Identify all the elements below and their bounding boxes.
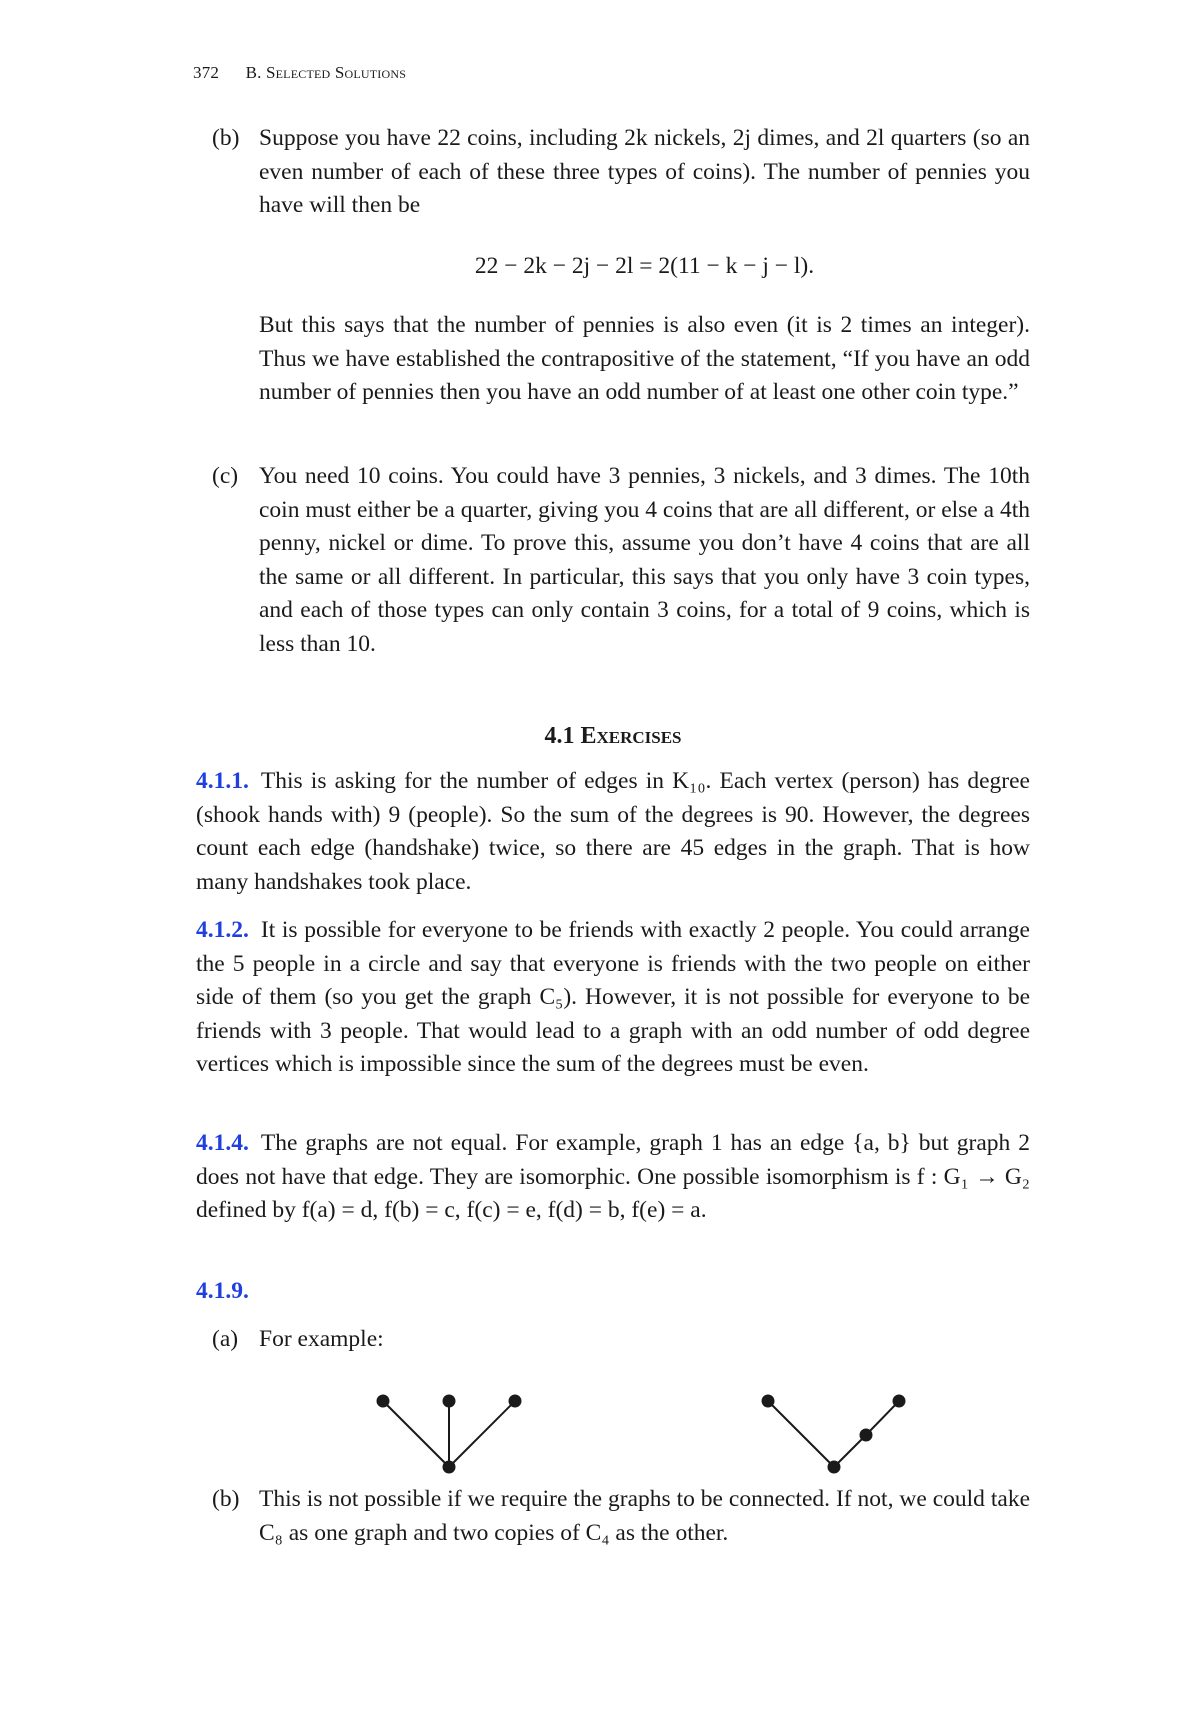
- graph-star: [378, 1396, 521, 1473]
- exercise-number[interactable]: 4.1.1.: [196, 768, 249, 794]
- graph-path: [763, 1396, 905, 1473]
- pennies-equation: 22 − 2k − 2j − 2l = 2(11 − k − j − l).: [474, 253, 815, 279]
- graph-edge: [834, 1435, 866, 1467]
- graph-edge: [768, 1401, 834, 1467]
- part-b-label: (b): [212, 1486, 240, 1512]
- graph-vertex: [829, 1462, 840, 1473]
- exercise-text: The graphs are not equal. For example, graph 1 has an edge {a, b} but graph 2 does not have that edge. They are isomorphic. One possible isomorphism is f : G₁ → G₂ defined by f(a) = d, f(b) = c, f(c) = e, f(d) = b, f(e) = a.: [196, 1130, 1030, 1223]
- graph-vertex: [763, 1396, 774, 1407]
- exercise-text: It is possible for everyone to be friends with exactly 2 people. You could arrange the 5 people in a circle and say that everyone is friends with the two people on either side of them (so you get the graph C₅). However, it is not possible for everyone to be friends with 3 people. That would lead to a graph with an odd number of odd degree vertices which is impossible since the sum of the degrees must be even.: [196, 917, 1030, 1077]
- part-c-label: (c): [212, 463, 239, 489]
- section-number: 4.1: [544, 723, 575, 749]
- graph-vertex: [861, 1430, 872, 1441]
- graph-vertex: [444, 1462, 455, 1473]
- running-title: B. Selected Solutions: [245, 63, 407, 82]
- part-b-conclusion: But this says that the number of pennies is also even (it is 2 times an integer). Thus we have established the contrapositive of the statement, “If you have an odd number of pennies then you have an odd number of at least one other coin type.”: [259, 312, 1030, 405]
- part-c-text: You need 10 coins. You could have 3 pennies, 3 nickels, and 3 dimes. The 10th coin must either be a quarter, giving you 4 coins that are all different, or else a 4th penny, nickel or dime. To prove this, assume you don’t have 4 coins that are all the same or all different. In particular, this says that you only have 3 coin types, and each of those types can only contain 3 coins, for a total of 9 coins, which is less than 10.: [259, 463, 1030, 657]
- exercise-4-1-9-part-b: [212, 1483, 1030, 1550]
- graph-edge: [383, 1401, 449, 1467]
- part-b-intro: Suppose you have 22 coins, including 2k nickels, 2j dimes, and 2l quarters (so an even number of each of these three types of coins). The number of pennies you have will then be: [259, 125, 1030, 218]
- part-a-label: (a): [212, 1326, 239, 1352]
- section-title: Exercises: [580, 723, 682, 749]
- graph-vertex: [378, 1396, 389, 1407]
- part-b-text: This is not possible if we require the graphs to be connected. If not, we could take C₈ as one graph and two copies of C₄ as the other.: [259, 1486, 1030, 1546]
- graph-vertex: [510, 1396, 521, 1407]
- part-b-label: (b): [212, 125, 240, 151]
- graph-edge: [866, 1401, 899, 1435]
- graph-vertex: [444, 1396, 455, 1407]
- exercise-text: This is asking for the number of edges in K₁₀. Each vertex (person) has degree (shook hands with) 9 (people). So the sum of the degrees is 90. However, the degrees count each edge (handshake) twice, so there are 45 edges in the graph. That is how many handshakes took place.: [196, 768, 1030, 895]
- graph-vertex: [894, 1396, 905, 1407]
- exercise-number[interactable]: 4.1.4.: [196, 1130, 249, 1156]
- exercise-number[interactable]: 4.1.9.: [196, 1278, 249, 1304]
- graph-edge: [449, 1401, 515, 1467]
- page-number: 372: [193, 63, 220, 82]
- part-a-text: For example:: [259, 1326, 384, 1352]
- exercise-number[interactable]: 4.1.2.: [196, 917, 249, 943]
